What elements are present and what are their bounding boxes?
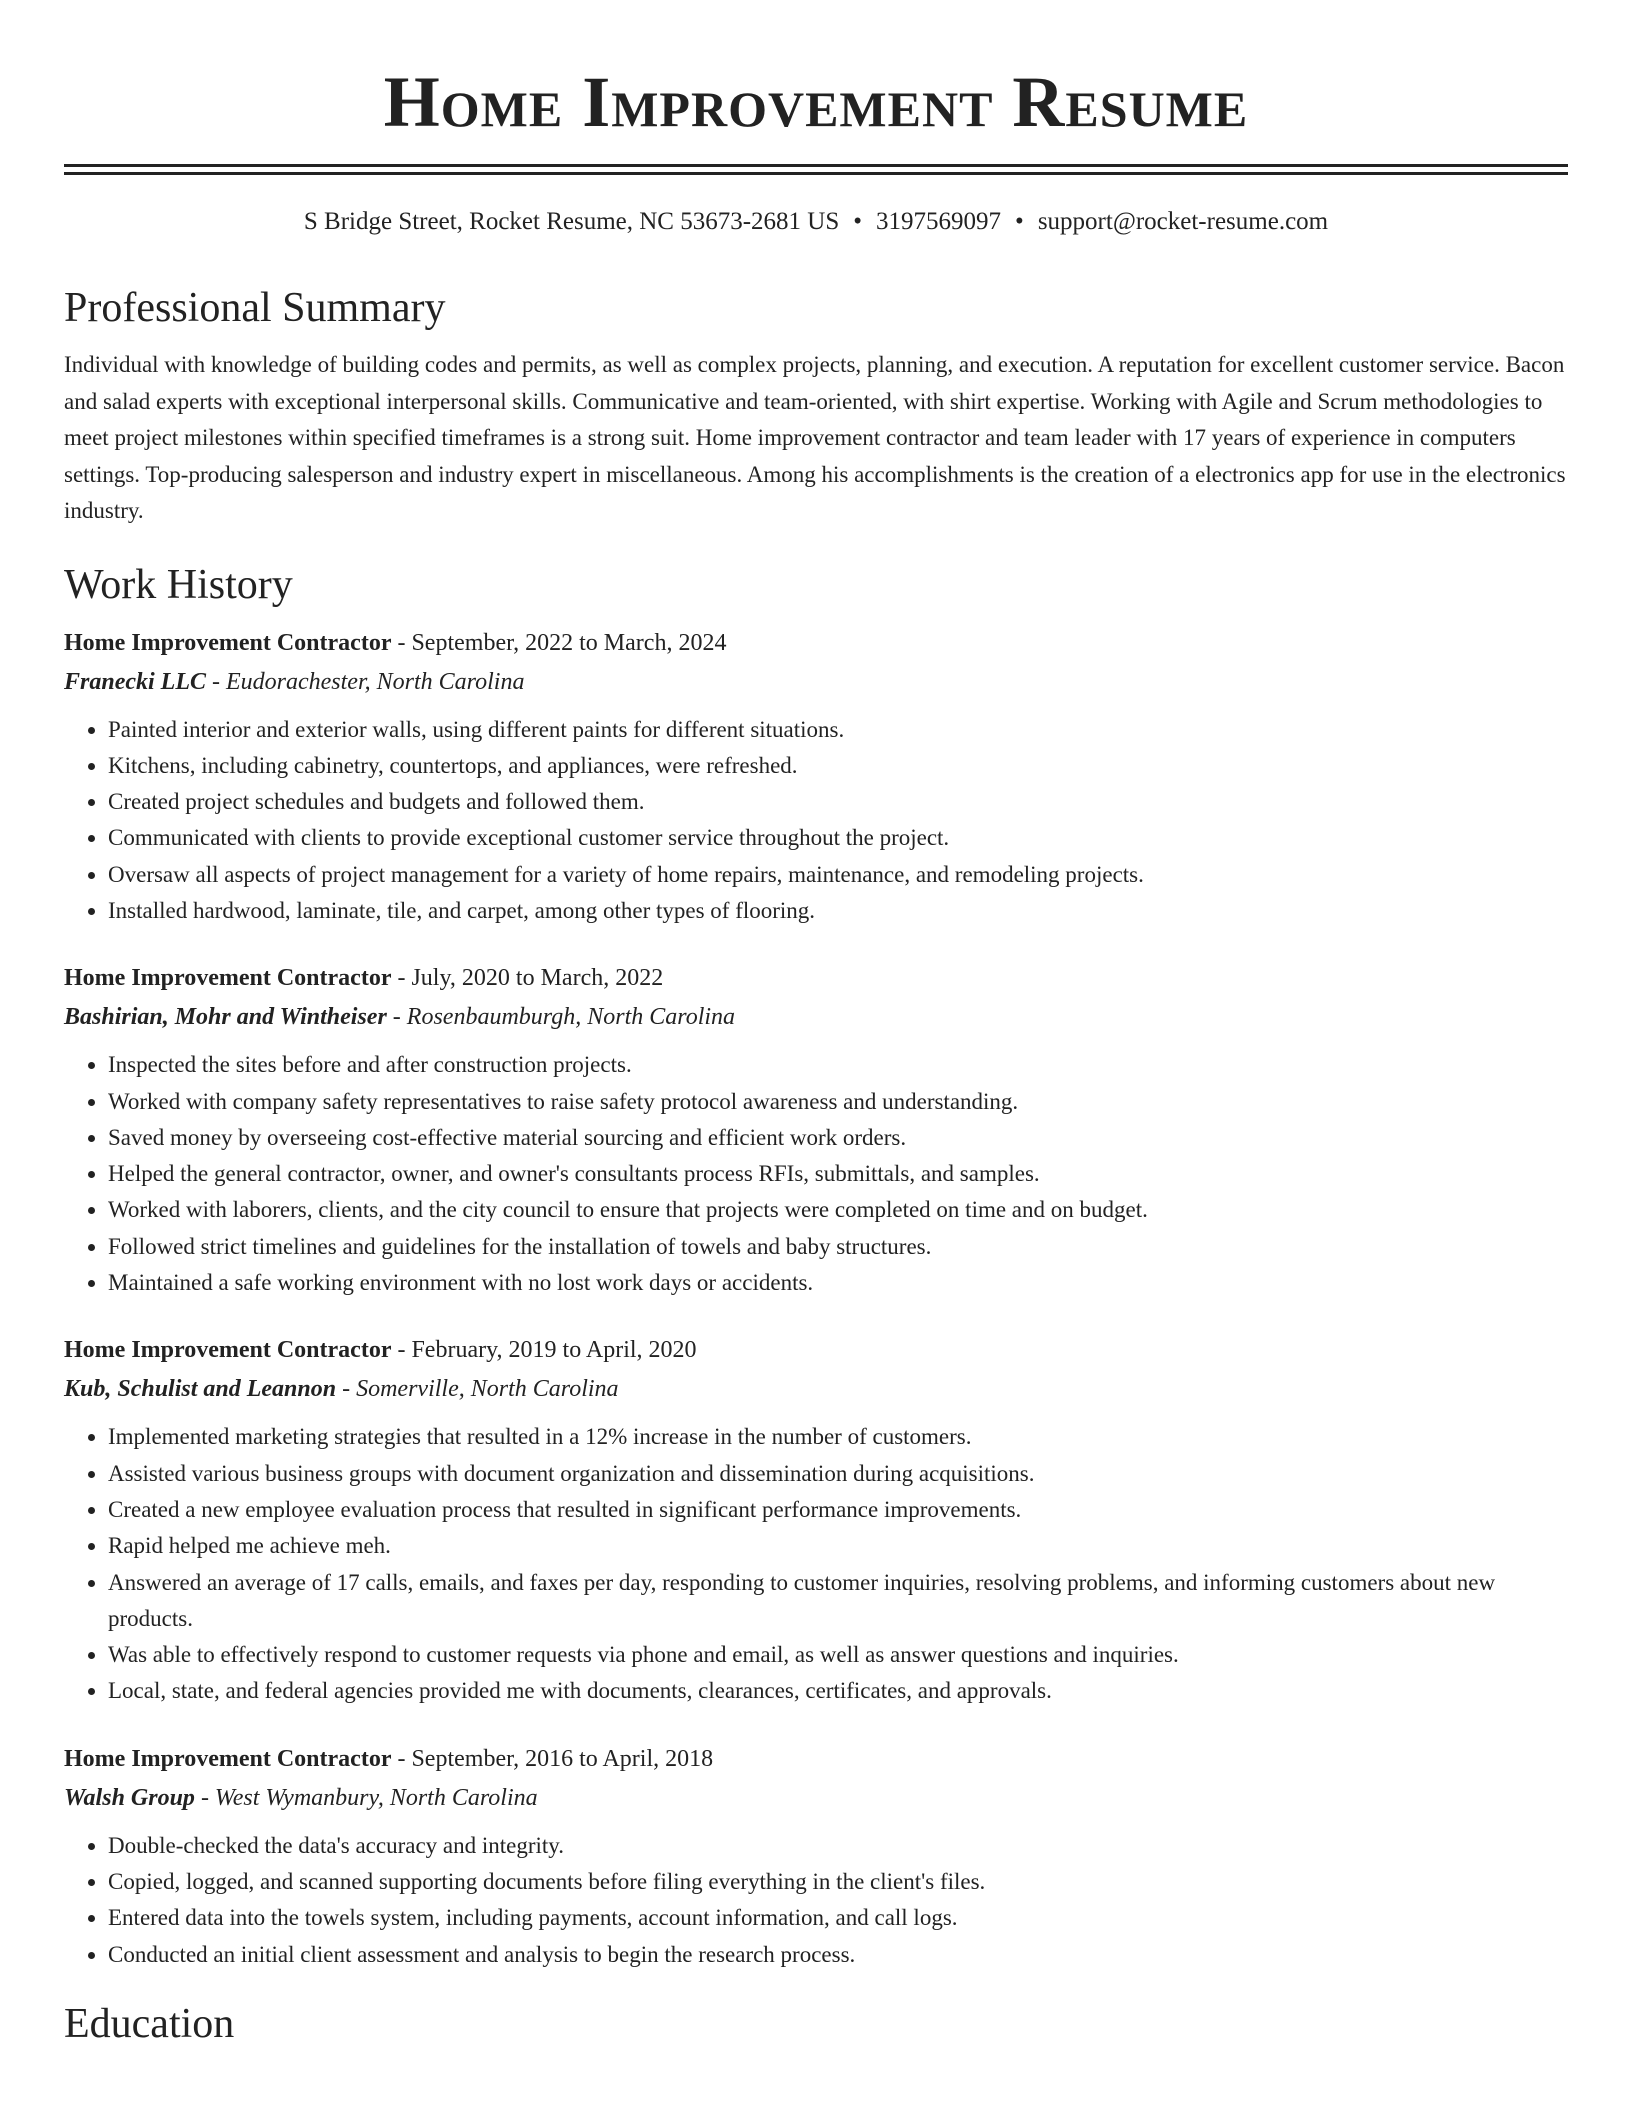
job-role: Home Improvement Contractor	[64, 1745, 392, 1772]
list-item: • Answered an average of 17 calls, emails, and faxes per day, responding to customer inquiries, resolving problems, and informing customers about new products.	[108, 1565, 1568, 1638]
job-role: Home Improvement Contractor	[64, 965, 392, 992]
job-entry	[64, 624, 1568, 930]
resume-title: Home Improvement Resume	[383, 62, 1249, 142]
contact-email: support@rocket-resume.com	[1037, 208, 1329, 235]
job-bullet-list	[64, 1419, 1568, 1709]
job-company: Kub, Schulist and Leannon	[64, 1376, 337, 1403]
job-title-line	[64, 624, 1568, 662]
list-item: • Entered data into the towels system, including payments, account information, and call logs.	[108, 1900, 1568, 1936]
list-item: • Assisted various business groups with document organization and dissemination during acquisitions.	[108, 1456, 1568, 1492]
list-item: • Created a new employee evaluation process that resulted in significant performance improvements.	[108, 1492, 1568, 1528]
job-entry	[64, 1331, 1568, 1709]
contact-line	[64, 205, 1568, 239]
list-item: • Kitchens, including cabinetry, countertops, and appliances, were refreshed.	[108, 748, 1568, 784]
job-company-line	[64, 997, 1568, 1037]
job-title-line	[64, 959, 1568, 997]
list-item: • Oversaw all aspects of project management for a variety of home repairs, maintenance, and remodeling projects.	[108, 857, 1568, 893]
list-item: • Rapid helped me achieve meh.	[108, 1528, 1568, 1564]
job-location: - West Wymanbury, North Carolina	[194, 1784, 538, 1811]
job-company: Bashirian, Mohr and Wintheiser	[64, 1004, 387, 1031]
summary-heading: Professional Summary	[64, 285, 446, 331]
contact-phone: 3197569097	[876, 208, 1002, 235]
list-item: • Worked with company safety representatives to raise safety protocol awareness and understanding.	[108, 1084, 1568, 1120]
list-item: • Double-checked the data's accuracy and integrity.	[108, 1828, 1568, 1864]
list-item: • Saved money by overseeing cost-effective material sourcing and efficient work orders.	[108, 1120, 1568, 1156]
list-item: • Implemented marketing strategies that resulted in a 12% increase in the number of customers.	[108, 1419, 1568, 1455]
job-dates: - February, 2019 to April, 2020	[391, 1337, 697, 1364]
list-item: • Created project schedules and budgets and followed them.	[108, 784, 1568, 820]
job-company: Franecki LLC	[64, 668, 206, 695]
job-bullet-list	[64, 712, 1568, 930]
job-dates: - September, 2016 to April, 2018	[391, 1745, 714, 1772]
list-item: • Communicated with clients to provide exceptional customer service throughout the project.	[108, 820, 1568, 856]
list-item: • Painted interior and exterior walls, using different paints for different situations.	[108, 712, 1568, 748]
title-double-rule	[64, 164, 1568, 175]
contact-address: S Bridge Street, Rocket Resume, NC 53673-2681 US	[303, 208, 840, 235]
contact-separator: •	[1015, 208, 1024, 235]
job-location: - Somerville, North Carolina	[336, 1376, 619, 1403]
job-role: Home Improvement Contractor	[64, 629, 392, 656]
job-bullet-list	[64, 1047, 1568, 1301]
summary-section	[64, 283, 1568, 530]
list-item: • Conducted an initial client assessment and analysis to begin the research process.	[108, 1937, 1568, 1973]
contact-separator: •	[853, 208, 863, 235]
job-company-line	[64, 1369, 1568, 1409]
job-dates: - July, 2020 to March, 2022	[391, 965, 664, 992]
list-item: • Inspected the sites before and after construction projects.	[108, 1047, 1568, 1083]
job-bullet-list	[64, 1828, 1568, 1973]
list-item: • Local, state, and federal agencies provided me with documents, clearances, certificates, and approvals.	[108, 1673, 1568, 1709]
education-section	[64, 1999, 1568, 2049]
job-entry	[64, 959, 1568, 1301]
list-item: • Worked with laborers, clients, and the city council to ensure that projects were completed on time and on budget.	[108, 1192, 1568, 1228]
job-location: - Eudorachester, North Carolina	[206, 668, 525, 695]
job-dates: - September, 2022 to March, 2024	[391, 629, 727, 656]
list-item: • Installed hardwood, laminate, tile, and carpet, among other types of flooring.	[108, 893, 1568, 929]
job-title-line	[64, 1740, 1568, 1778]
job-company-line	[64, 662, 1568, 702]
list-item: • Helped the general contractor, owner, and owner's consultants process RFIs, submittals, and samples.	[108, 1156, 1568, 1192]
summary-text: Individual with knowledge of building codes and permits, as well as complex projects, planning, and execution. A reputation for excellent customer service. Bacon and salad experts with exceptional interpersonal skills. Communicative and team-oriented, with shirt expertise. Working with Agile and Scrum methodologies to meet project milestones within specified timeframes is a strong suit. Home improvement contractor and team leader with 17 years of experience in computers settings. Top-producing salesperson and industry expert in miscellaneous. Among his accomplishments is the creation of a electronics app for use in the electronics industry.	[64, 352, 1566, 523]
job-location: - Rosenbaumburgh, North Carolina	[386, 1004, 736, 1031]
job-role: Home Improvement Contractor	[64, 1337, 392, 1364]
list-item: • Maintained a safe working environment with no lost work days or accidents.	[108, 1265, 1568, 1301]
job-company-line	[64, 1778, 1568, 1818]
education-heading: Education	[64, 2000, 235, 2047]
list-item: • Was able to effectively respond to customer requests via phone and email, as well as answer questions and inquiries.	[108, 1637, 1568, 1673]
list-item: • Followed strict timelines and guidelines for the installation of towels and baby structures.	[108, 1229, 1568, 1265]
job-company: Walsh Group	[64, 1784, 195, 1811]
job-entry	[64, 1740, 1568, 1973]
job-title-line	[64, 1331, 1568, 1369]
list-item: • Copied, logged, and scanned supporting documents before filing everything in the client's files.	[108, 1864, 1568, 1900]
work-history-heading: Work History	[64, 561, 293, 608]
work-history-section	[64, 560, 1568, 1973]
